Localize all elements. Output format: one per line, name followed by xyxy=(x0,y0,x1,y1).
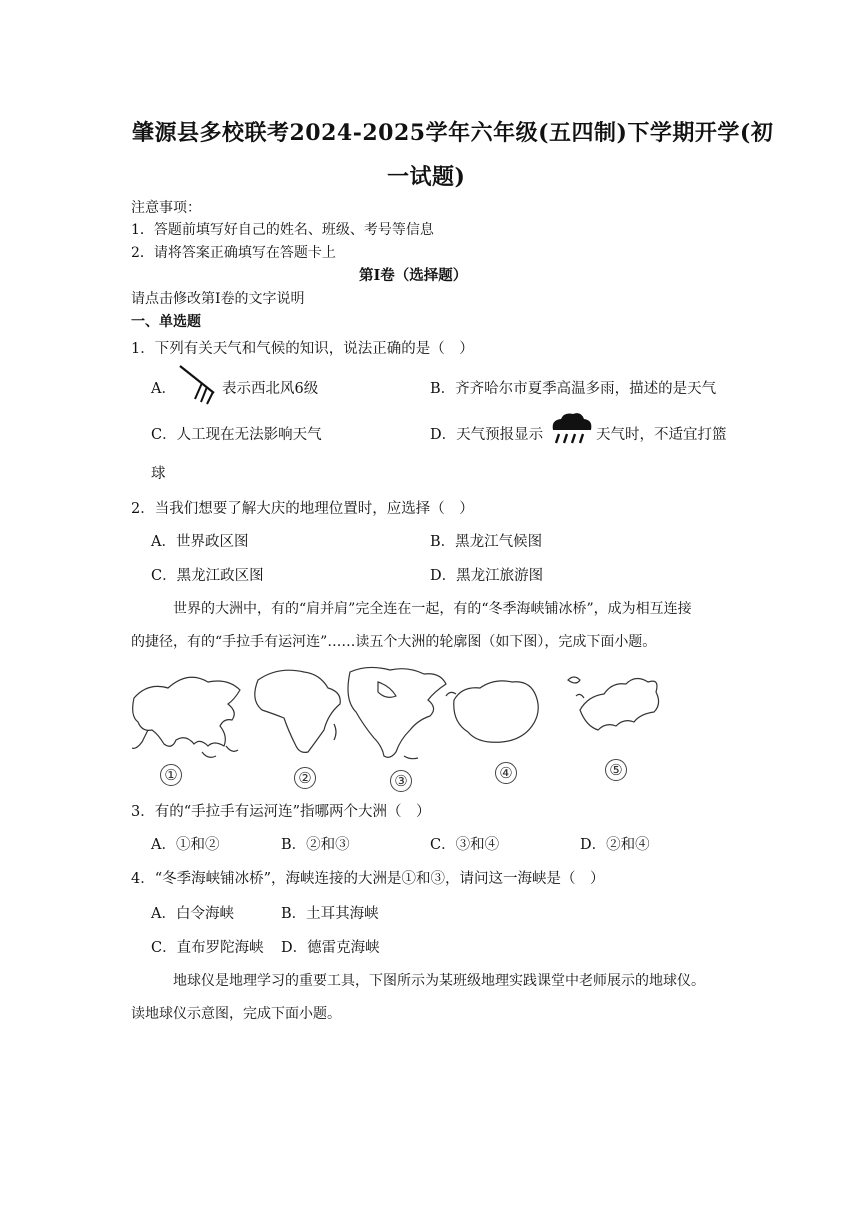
option-a-prefix: A． xyxy=(151,381,176,397)
asia-outline xyxy=(132,677,240,757)
option-d-wrap: 球 xyxy=(151,466,166,482)
option-d-suffix: 天气时，不适宜打篮 xyxy=(596,427,727,443)
question-3-option-a[interactable]: A．①和② xyxy=(151,837,220,853)
question-2-option-a[interactable]: A．世界政区图 xyxy=(151,534,249,550)
rain-cloud-icon xyxy=(547,410,595,446)
map-label-5: ⑤ xyxy=(605,759,627,781)
title-line-2: 一试题) xyxy=(387,164,466,190)
question-1-stem: 1．下列有关天气和气候的知识，说法正确的是（ ） xyxy=(131,341,474,357)
option-a-text: 表示西北风6级 xyxy=(222,381,319,397)
question-3-option-b[interactable]: B．②和③ xyxy=(281,837,350,853)
section-heading: 一、单选题 xyxy=(131,314,201,330)
continent-outlines-figure xyxy=(128,660,728,790)
europe-outline xyxy=(568,677,659,730)
map-label-2: ② xyxy=(294,767,316,789)
question-1-option-b[interactable]: B．齐齐哈尔市夏季高温多雨，描述的是天气 xyxy=(430,381,717,397)
question-3-option-c[interactable]: C．③和④ xyxy=(430,837,500,853)
question-1-option-c[interactable]: C．人工现在无法影响天气 xyxy=(151,427,322,443)
volume-note: 请点击修改第Ⅰ卷的文字说明 xyxy=(131,291,305,307)
north-america-outline xyxy=(348,667,446,758)
question-2-option-b[interactable]: B．黑龙江气候图 xyxy=(430,534,543,550)
map-label-1: ① xyxy=(160,764,182,786)
passage-1-line-1: 世界的大洲中，有的“肩并肩”完全连在一起，有的“冬季海峡铺冰桥”，成为相互连接 xyxy=(173,601,692,617)
passage-2-line-2: 读地球仪示意图，完成下面小题。 xyxy=(131,1006,341,1022)
map-label-3: ③ xyxy=(390,770,412,792)
question-1-option-d[interactable] xyxy=(430,423,543,444)
option-d-prefix: D．天气预报显示 xyxy=(430,427,544,443)
question-2-stem: 2．当我们想要了解大庆的地理位置时，应选择（ ） xyxy=(131,501,474,517)
question-4-stem: 4．“冬季海峡铺冰桥”，海峡连接的大洲是①和③，请问这一海峡是（ ） xyxy=(131,871,605,887)
question-3-option-d[interactable]: D．②和④ xyxy=(580,837,650,853)
notice-item-2: 2．请将答案正确填写在答题卡上 xyxy=(131,245,336,261)
question-4-option-c[interactable]: C．直布罗陀海峡 xyxy=(151,940,264,956)
map-label-4: ④ xyxy=(495,762,517,784)
question-4-option-d[interactable]: D．德雷克海峡 xyxy=(281,940,380,956)
title-line-1: 肇源县多校联考2024-2025学年六年级(五四制)下学期开学(初 xyxy=(132,120,774,146)
passage-1-line-2: 的捷径，有的“手拉手有运河连”……读五个大洲的轮廓图（如下图），完成下面小题。 xyxy=(131,634,657,650)
question-1-option-a[interactable] xyxy=(151,377,176,398)
question-4-option-b[interactable]: B．土耳其海峡 xyxy=(281,906,379,922)
question-2-option-d[interactable]: D．黑龙江旅游图 xyxy=(430,568,544,584)
passage-2-line-1: 地球仪是地理学习的重要工具，下图所示为某班级地理实践课堂中老师展示的地球仪。 xyxy=(173,973,705,989)
wind-barb-icon xyxy=(176,363,222,405)
notice-heading: 注意事项： xyxy=(131,200,201,216)
notice-item-1: 1．答题前填写好自己的姓名、班级、考号等信息 xyxy=(131,222,434,238)
question-4-option-a[interactable]: A．白令海峡 xyxy=(151,906,234,922)
volume-title: 第Ⅰ卷（选择题） xyxy=(359,267,468,284)
antarctica-outline xyxy=(446,681,538,742)
question-2-option-c[interactable]: C．黑龙江政区图 xyxy=(151,568,264,584)
question-3-stem: 3．有的“手拉手有运河连”指哪两个大洲（ ） xyxy=(131,804,431,820)
africa-outline xyxy=(255,670,340,752)
